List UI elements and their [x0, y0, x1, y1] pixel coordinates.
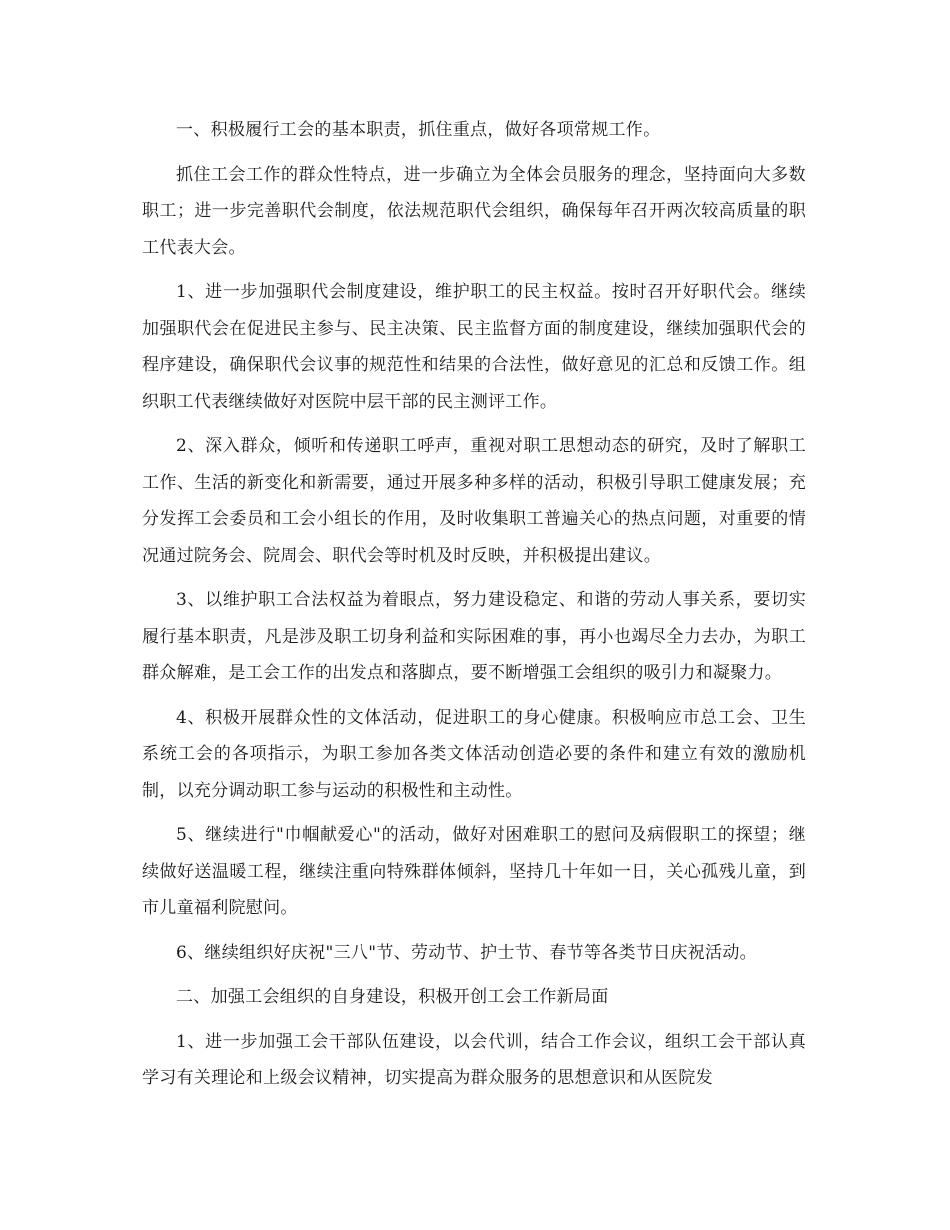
paragraph-section2-item-1: 1、进一步加强工会干部队伍建设，以会代训，结合工作会议，组织工会干部认真学习有关理论和上级会议精神，切实提高为群众服务的思想意识和从医院发: [142, 1031, 806, 1088]
document-body: [142, 112, 806, 1105]
paragraph-item-3: 3、以维护职工合法权益为着眼点，努力建设稳定、和谐的劳动人事关系，要切实履行基本职责，凡是涉及职工切身利益和实际困难的事，再小也竭尽全力去办，为职工群众解难，是工会工作的出发点和落脚点，要不断增强工会组织的吸引力和凝聚力。: [142, 590, 806, 683]
paragraph-item-6: 6、继续组织好庆祝"三八"节、劳动节、护士节、春节等各类节日庆祝活动。: [176, 942, 757, 963]
paragraph-item-2: 2、深入群众，倾听和传递职工呼声，重视对职工思想动态的研究，及时了解职工工作、生活的新变化和新需要，通过开展多种多样的活动，积极引导职工健康发展；充分发挥工会委员和工会小组长的作用，及时收集职工普遍关心的热点问题，对重要的情况通过院务会、院周会、职代会等时机及时反映，并积极提出建议。: [142, 436, 806, 566]
section-heading-2: 二、加强工会组织的自身建设，积极开创工会工作新局面: [176, 987, 609, 1007]
paragraph-item-1: 1、进一步加强职代会制度建设，维护职工的民主权益。按时召开好职代会。继续加强职代会在促进民主参与、民主决策、民主监督方面的制度建设，继续加强职代会的程序建设，确保职代会议事的规范性和结果的合法性，做好意见的汇总和反馈工作。组织职工代表继续做好对医院中层干部的民主测评工作。: [142, 282, 806, 412]
paragraph-intro: 抓住工会工作的群众性特点，进一步确立为全体会员服务的理念，坚持面向大多数职工；进一步完善职代会制度，依法规范职代会组织，确保每年召开两次较高质量的职工代表大会。: [142, 164, 806, 258]
section-heading-1: 一、积极履行工会的基本职责，抓住重点，做好各项常规工作。: [176, 120, 661, 140]
paragraph-item-5: 5、继续进行"巾帼献爱心"的活动，做好对困难职工的慰问及病假职工的探望；继续做好送温暖工程，继续注重向特殊群体倾斜，坚持几十年如一日，关心孤残儿童，到市儿童福利院慰问。: [142, 825, 806, 918]
paragraph-item-4: 4、积极开展群众性的文体活动，促进职工的身心健康。积极响应市总工会、卫生系统工会的各项指示，为职工参加各类文体活动创造必要的条件和建立有效的激励机制，以充分调动职工参与运动的积极性和主动性。: [142, 707, 806, 801]
